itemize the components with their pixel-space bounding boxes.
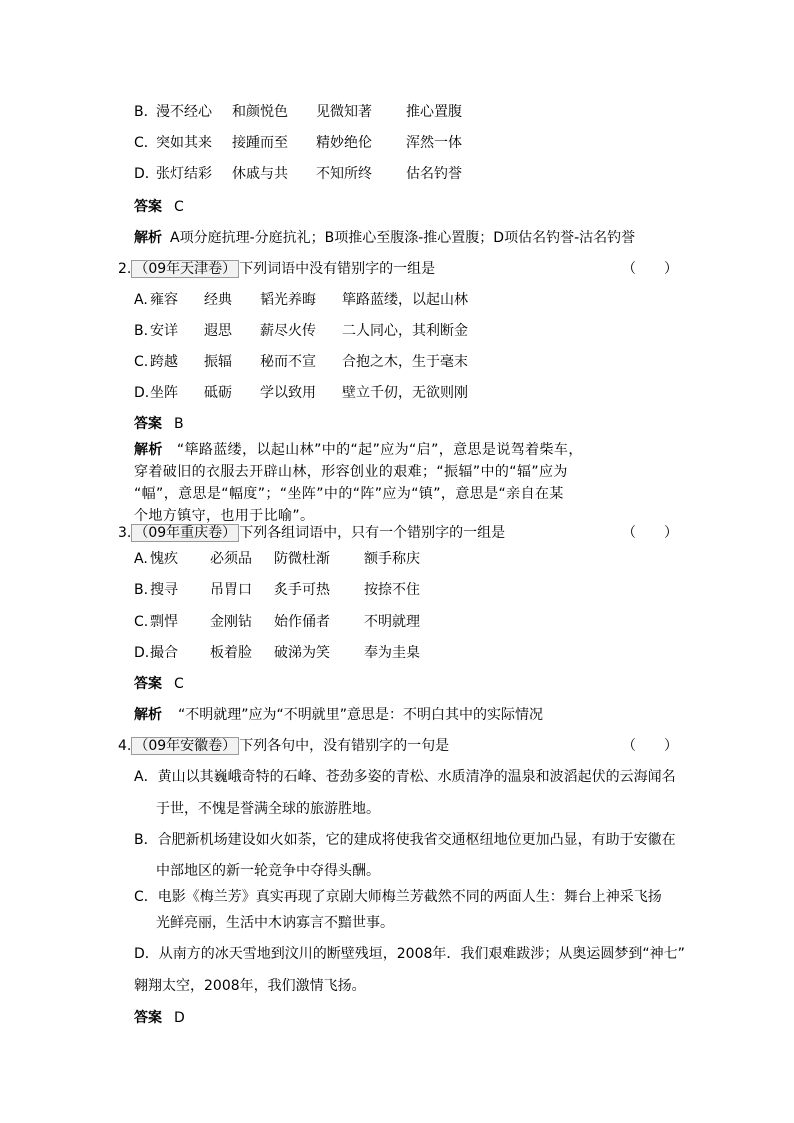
answer-value: C [174,676,184,692]
option-word: 推心置腹 [406,104,462,120]
option-word: 吊胃口 [210,582,252,598]
option-word: 愧疚 [150,551,178,567]
option-word: 和颜悦色 [232,104,288,120]
option-text: 翱翔太空，2008年，我们激情飞扬。 [134,978,366,994]
option-word: 必须品 [210,551,252,567]
option-word: 雍容 [150,292,178,308]
question-number: 3. [118,525,132,541]
q1-explanation [134,229,635,247]
option-label: C. [134,354,149,370]
q3-stem [118,524,505,542]
q2-answer [134,415,184,433]
explanation-label: 解析 [134,707,162,723]
option-word: 搜寻 [150,582,178,598]
option-word: 浑然一体 [406,135,462,151]
explanation-line: “筚路蓝缕，以起山林”中的“起”应为“启”，意思是说驾着柴车， [176,442,583,458]
option-word: 薪尽火传 [260,323,316,339]
option-word: 坐阵 [150,385,178,401]
answer-paren: （ ） [622,525,678,541]
explanation-line: 穿着破旧的衣服去开辟山林，形容创业的艰难；“振辐”中的“辐”应为 [134,464,568,480]
option-label: B. [134,323,149,339]
q4-option-d [134,945,685,963]
option-word: 二人同心，其利断金 [342,323,468,339]
answer-value: B [174,416,184,432]
answer-value: C [174,199,184,215]
explanation-text: “不明就理”应为“不明就里”意思是：不明白其中的实际情况 [178,707,544,723]
q2-explanation [134,439,679,527]
q4-option-c [134,888,662,906]
option-word: 精妙绝伦 [316,135,372,151]
answer-label: 答案 [134,199,162,215]
q4-option-b [134,831,676,849]
option-label: C． [134,889,158,905]
answer-label: 答案 [134,1010,162,1026]
option-text: 于世，不愧是誉满全球的旅游胜地。 [156,801,380,817]
q1-answer [134,198,184,216]
option-label: D． [134,166,159,182]
q4-stem [118,737,449,755]
option-word: 见微知著 [316,104,372,120]
explanation-label: 解析 [134,442,163,458]
q3-explanation [134,706,543,724]
q4-option-c-cont [156,914,394,932]
question-text: 下列词语中没有错别字的一组是 [239,261,436,277]
q3-answer [134,675,184,693]
option-word: 跨越 [150,354,178,370]
option-label: C. [134,614,149,630]
option-word: 额手称庆 [364,551,420,567]
option-word: 漫不经心 [156,104,212,120]
option-word: 按捺不住 [364,582,420,598]
q4-option-d-cont [134,977,366,995]
answer-paren: （ ） [622,261,678,277]
answer-value: D [174,1010,185,1026]
option-label: B． [134,832,158,848]
option-text: 从南方的冰天雪地到汶川的断壁残垣，2008年．我们艰难跋涉；从奥运圆梦到“神七” [158,946,685,962]
answer-label: 答案 [134,416,162,432]
option-word: 估名钓誉 [406,166,462,182]
question-text: 下列各句中，没有错别字的一句是 [239,738,450,754]
question-source: （09年重庆卷） [131,524,239,542]
explanation-text: A项分庭抗理-分庭抗礼；B项推心至腹涤-推心置腹；D项估名钓誉-沽名钓誉 [170,230,636,246]
question-number: 2. [118,261,132,277]
option-text: 合肥新机场建设如火如荼，它的建成将使我省交通枢纽地位更加凸显，有助于安徽在 [157,832,676,848]
question-number: 4. [118,738,132,754]
option-label: A. [134,292,148,308]
option-word: 壁立千仞，无欲则刚 [342,385,468,401]
option-label: D. [134,385,150,401]
explanation-line: “幅”，意思是“幅度”；“坐阵”中的“阵”应为“镇”，意思是“亲自在某 [134,486,564,502]
option-label: D． [134,946,159,962]
option-word: 经典 [204,292,232,308]
option-word: 防微杜渐 [274,551,330,567]
option-word: 砥砺 [204,385,232,401]
question-source: （09年安徽卷） [131,737,239,755]
answer-paren: （ ） [622,738,678,754]
explanation-label: 解析 [134,230,162,246]
q4-option-a [134,768,676,786]
option-word: 接踵而至 [232,135,288,151]
option-word: 振辐 [204,354,232,370]
q2-stem [118,260,435,278]
q4-option-a-cont [156,800,380,818]
option-text: 光鲜亮丽，生活中木讷寡言不黯世事。 [156,915,394,931]
option-label: B． [134,104,158,120]
option-word: 遐思 [204,323,232,339]
option-word: 突如其来 [156,135,212,151]
option-text: 黄山以其巍峨奇特的石峰、苍劲多姿的青松、水质清净的温泉和波滔起伏的云海闻名 [157,769,676,785]
option-word: 破涕为笑 [274,645,330,661]
question-text: 下列各组词语中，只有一个错别字的一组是 [239,525,506,541]
option-word: 休戚与共 [232,166,288,182]
option-word: 合抱之木，生于毫末 [342,354,468,370]
q4-option-b-cont [156,862,380,880]
option-label: A． [134,769,158,785]
option-word: 不知所终 [316,166,372,182]
option-word: 撮合 [150,645,178,661]
option-text: 电影《梅兰芳》真实再现了京剧大师梅兰芳截然不同的两面人生：舞台上神采飞扬 [157,889,662,905]
option-word: 始作俑者 [274,614,330,630]
option-label: B. [134,582,149,598]
option-word: 秘而不宣 [260,354,316,370]
option-word: 奉为圭臬 [364,645,420,661]
option-word: 剽悍 [150,614,178,630]
q4-answer [134,1009,185,1027]
option-word: 金刚钻 [210,614,252,630]
option-word: 张灯结彩 [156,166,212,182]
option-label: C． [134,135,158,151]
option-word: 炙手可热 [274,582,330,598]
option-label: D. [134,645,150,661]
option-word: 筚路蓝缕，以起山林 [342,292,468,308]
option-label: A. [134,551,148,567]
answer-label: 答案 [134,676,162,692]
option-word: 不明就理 [364,614,420,630]
option-text: 中部地区的新一轮竞争中夺得头酬。 [156,863,380,879]
option-word: 韬光养晦 [260,292,316,308]
option-word: 学以致用 [260,385,316,401]
option-word: 安详 [150,323,178,339]
explanation-line: 个地方镇守，也用于比喻”。 [134,508,315,524]
question-source: （09年天津卷） [131,260,239,278]
option-word: 板着脸 [210,645,252,661]
